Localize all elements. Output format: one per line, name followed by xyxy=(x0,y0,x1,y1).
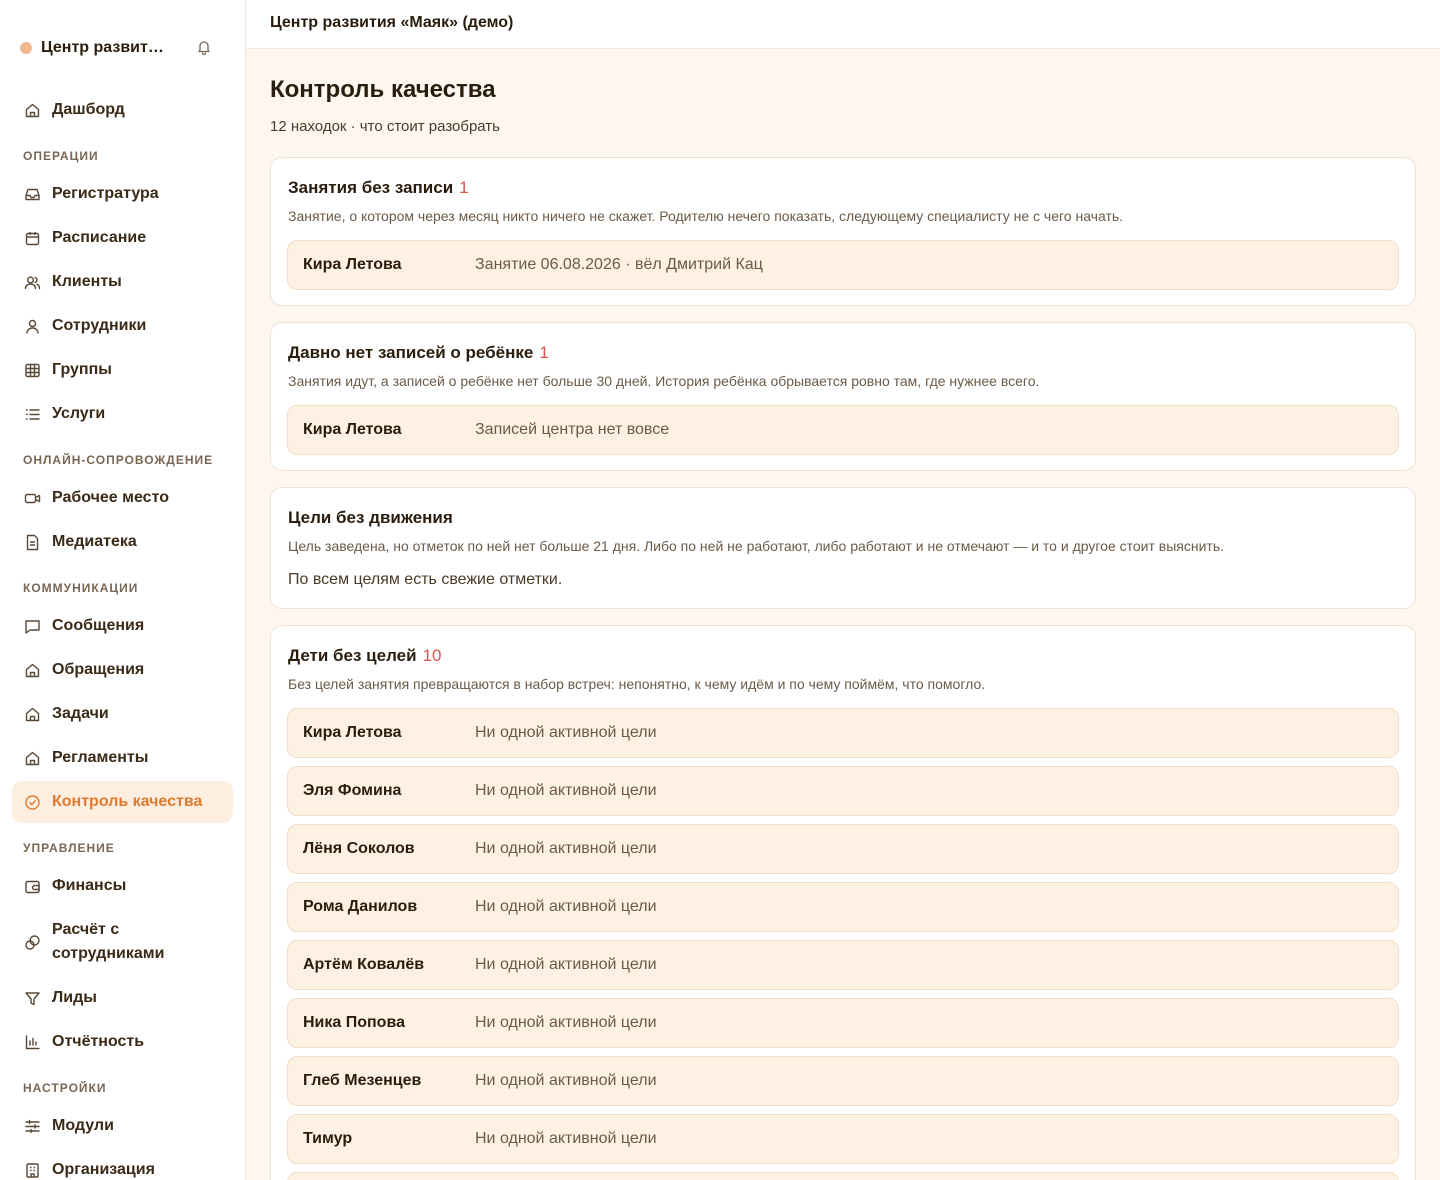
sidebar-item-modules[interactable]: Модули xyxy=(12,1105,233,1147)
brand-name: Центр развит… xyxy=(41,39,164,56)
home-icon xyxy=(24,750,41,767)
grid-icon xyxy=(24,362,41,379)
inbox-icon xyxy=(24,186,41,203)
sidebar-item-schedule[interactable]: Расписание xyxy=(12,217,233,259)
finding-note: Ни одной активной цели xyxy=(475,956,657,973)
empty-state-text: По всем целям есть свежие отметки. xyxy=(288,571,563,588)
sidebar-item-workplace[interactable]: Рабочее место xyxy=(12,477,233,519)
child-name: Лёня Соколов xyxy=(303,840,415,857)
sidebar-item-reception[interactable]: Регистратура xyxy=(12,173,233,215)
home-icon xyxy=(24,662,41,679)
card-title: Цели без движения xyxy=(288,508,453,527)
section-operations: ОПЕРАЦИИ xyxy=(23,149,99,163)
finding-row-partial[interactable] xyxy=(287,1172,1399,1180)
finding-note: Ни одной активной цели xyxy=(475,724,657,741)
finding-note: Ни одной активной цели xyxy=(475,1130,657,1147)
finding-card-sessions-without-notes xyxy=(270,157,1416,306)
sliders-icon xyxy=(24,1118,41,1135)
list-icon xyxy=(24,406,41,423)
child-name: Кира Летова xyxy=(303,724,402,741)
section-settings: НАСТРОЙКИ xyxy=(23,1081,107,1095)
finding-count: 1 xyxy=(459,178,469,197)
child-name: Рома Данилов xyxy=(303,898,418,915)
home-icon xyxy=(24,102,41,119)
filter-icon xyxy=(24,990,41,1007)
coins-icon xyxy=(24,934,41,951)
page-title: Контроль качества xyxy=(270,76,496,103)
org-title: Центр развития «Маяк» (демо) xyxy=(270,14,514,31)
finding-row[interactable] xyxy=(287,882,1399,932)
building-icon xyxy=(24,1162,41,1179)
finding-card-stalled-goals xyxy=(270,487,1416,609)
finding-note: Ни одной активной цели xyxy=(475,898,657,915)
sidebar-item-regulations[interactable]: Регламенты xyxy=(12,737,233,779)
calendar-icon xyxy=(24,230,41,247)
sidebar-item-clients[interactable]: Клиенты xyxy=(12,261,233,303)
card-title: Дети без целей 10 xyxy=(288,646,442,665)
users-icon xyxy=(24,274,41,291)
finding-row[interactable] xyxy=(287,405,1399,455)
finding-note: Записей центра нет вовсе xyxy=(475,421,670,438)
sidebar-item-payroll[interactable]: Расчёт с сотрудниками xyxy=(12,914,233,970)
section-online: ОНЛАЙН-СОПРОВОЖДЕНИЕ xyxy=(23,453,214,467)
check-circle-icon xyxy=(24,794,41,811)
sidebar-item-finance[interactable]: Финансы xyxy=(12,865,233,907)
home-icon xyxy=(24,706,41,723)
finding-row[interactable] xyxy=(287,766,1399,816)
finding-row[interactable] xyxy=(287,240,1399,290)
card-description: Занятия идут, а записей о ребёнке нет больше 30 дней. История ребёнка обрывается ровно там, где нужнее всего. xyxy=(288,373,1040,389)
sidebar-item-staff[interactable]: Сотрудники xyxy=(12,305,233,347)
brand[interactable] xyxy=(20,36,226,60)
card-description: Занятие, о котором через месяц никто ничего не скажет. Родителю нечего показать, следующему специалисту не с чего начать. xyxy=(288,208,1124,224)
card-description: Цель заведена, но отметок по ней нет больше 21 дня. Либо по ней не работают, либо работают и не отмечают — и то и другое стоит выяснить. xyxy=(288,538,1225,554)
child-name: Эля Фомина xyxy=(303,782,402,799)
finding-card-no-child-notes xyxy=(270,322,1416,471)
document-icon xyxy=(24,534,41,551)
sidebar-item-organization[interactable]: Организация xyxy=(12,1149,233,1180)
brand-logo-icon xyxy=(20,42,32,54)
wallet-icon xyxy=(24,878,41,895)
card-title: Занятия без записи 1 xyxy=(288,178,469,197)
sidebar-item-dashboard[interactable]: Дашборд xyxy=(12,89,233,131)
page-subtitle: 12 находок · что стоит разобрать xyxy=(270,118,500,135)
card-title: Давно нет записей о ребёнке 1 xyxy=(288,343,549,362)
finding-note: Ни одной активной цели xyxy=(475,1072,657,1089)
sidebar-item-quality[interactable]: Контроль качества xyxy=(12,781,233,823)
child-name: Кира Летова xyxy=(303,421,402,438)
child-name: Кира Летова xyxy=(303,256,402,273)
bar-chart-icon xyxy=(24,1034,41,1051)
child-name: Тимур xyxy=(303,1130,353,1147)
sidebar-item-requests[interactable]: Обращения xyxy=(12,649,233,691)
child-name: Артём Ковалёв xyxy=(303,956,425,973)
top-bar xyxy=(246,0,1440,49)
sidebar-item-leads[interactable]: Лиды xyxy=(12,977,233,1019)
finding-note: Занятие 06.08.2026 · вёл Дмитрий Кац xyxy=(475,256,763,273)
card-description: Без целей занятия превращаются в набор встреч: непонятно, к чему идём и по чему поймём, что помогло. xyxy=(288,676,986,692)
bell-icon[interactable] xyxy=(196,39,212,55)
sidebar-item-groups[interactable]: Группы xyxy=(12,349,233,391)
finding-row[interactable] xyxy=(287,940,1399,990)
sidebar-item-messages[interactable]: Сообщения xyxy=(12,605,233,647)
message-icon xyxy=(24,618,41,635)
finding-row[interactable] xyxy=(287,708,1399,758)
finding-note: Ни одной активной цели xyxy=(475,1014,657,1031)
finding-note: Ни одной активной цели xyxy=(475,840,657,857)
section-communications: КОММУНИКАЦИИ xyxy=(23,581,139,595)
finding-count: 10 xyxy=(422,646,442,665)
finding-card-children-without-goals xyxy=(270,625,1416,1180)
sidebar-item-tasks[interactable]: Задачи xyxy=(12,693,233,735)
child-name: Ника Попова xyxy=(303,1014,405,1031)
sidebar-item-services[interactable]: Услуги xyxy=(12,393,233,435)
finding-row[interactable] xyxy=(287,824,1399,874)
finding-row[interactable] xyxy=(287,1056,1399,1106)
sidebar xyxy=(0,0,246,1180)
section-management: УПРАВЛЕНИЕ xyxy=(23,841,115,855)
video-icon xyxy=(24,490,41,507)
finding-note: Ни одной активной цели xyxy=(475,782,657,799)
finding-row[interactable] xyxy=(287,998,1399,1048)
finding-count: 1 xyxy=(539,343,549,362)
finding-row[interactable] xyxy=(287,1114,1399,1164)
child-name: Глеб Мезенцев xyxy=(303,1072,422,1089)
sidebar-item-reports[interactable]: Отчётность xyxy=(12,1021,233,1063)
user-icon xyxy=(24,318,41,335)
sidebar-item-media[interactable]: Медиатека xyxy=(12,521,233,563)
